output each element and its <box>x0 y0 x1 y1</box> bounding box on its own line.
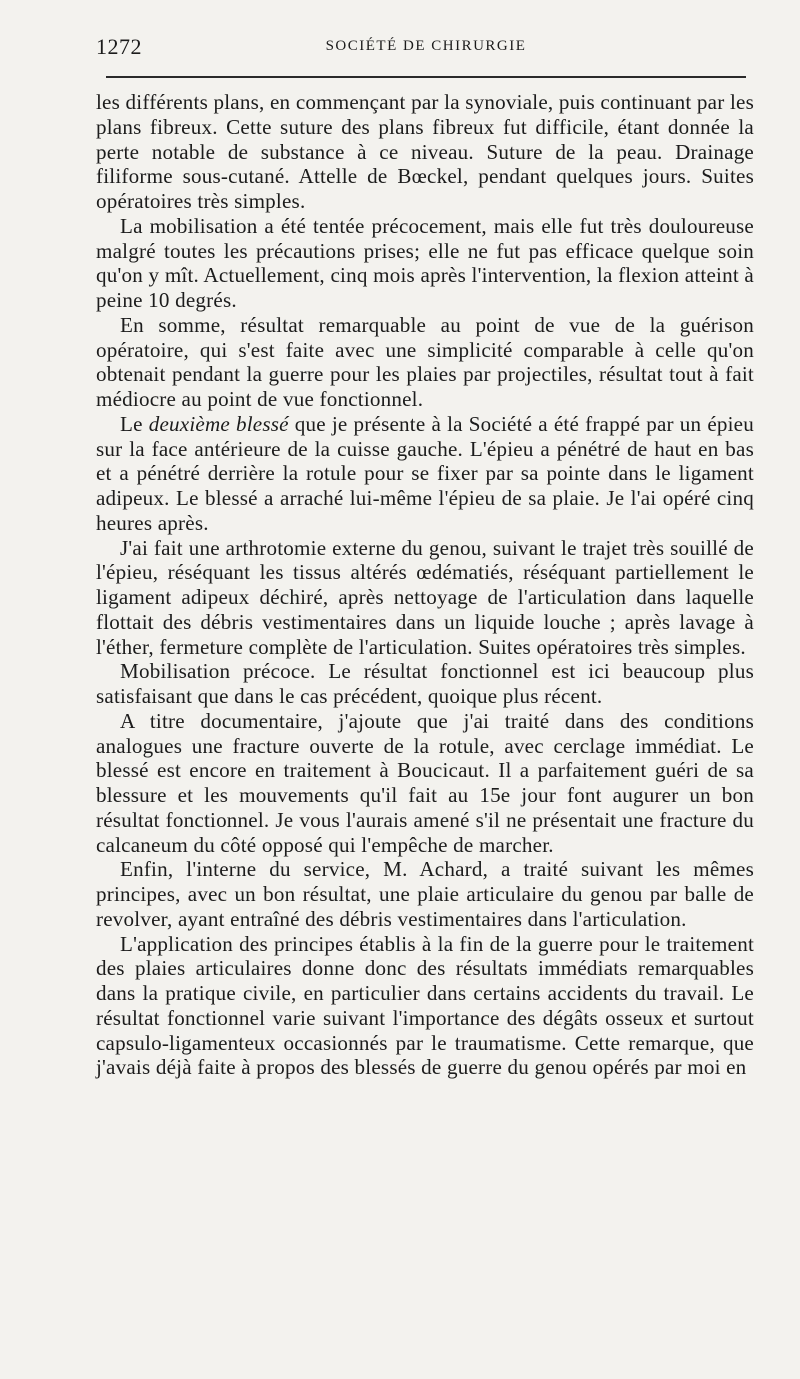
paragraph: L'application des principes établis à la fin de la guerre pour le traitement des plaies articulaires donne donc des résultats immédiats remarquables dans la pratique civile, en particulier dans certains accidents du travail. Le résultat fonctionnel varie suivant l'importance des dégâts osseux et surtout capsulo-ligamenteux occasionnés par le traumatisme. Cette remarque, que j'avais déjà faite à propos des blessés de guerre du genou opérés par moi en <box>96 931 754 1080</box>
header-rule <box>106 76 746 78</box>
paragraph: Enfin, l'interne du service, M. Achard, a traité suivant les mêmes principes, avec un bon résultat, une plaie articulaire du genou par balle de revolver, ayant entraîné des débris vestimentaires dans l'articulation. <box>96 857 754 931</box>
running-title: SOCIÉTÉ DE CHIRURGIE <box>325 38 527 54</box>
paragraph: A titre documentaire, j'ajoute que j'ai traité dans des conditions analogues une fracture ouverte de la rotule, avec cerclage immédiat. Le blessé est encore en traitement à Boucicaut. Il a parfaitement guéri de sa blessure et les mouvements qu'il fait au 15e jour font augurer un bon résultat fonctionnel. Je vous l'aurais amené s'il ne présentait une fracture du calcaneum du côté opposé qui l'empêche de marcher. <box>96 708 754 857</box>
page-header <box>96 34 756 66</box>
paragraph-rest: que je présente à la Société a été frappé par un épieu sur la face antérieure de la cuisse gauche. L'épieu a pénétré de haut en bas et a pénétré derrière la rotule pour se fixer par sa pointe dans le ligament adipeux. Le blessé a arraché lui-même l'épieu de sa plaie. Je l'ai opéré cinq heures après. <box>96 411 754 535</box>
paragraph: les différents plans, en commençant par la synoviale, puis continuant par les plans fibreux. Cette suture des plans fibreux fut difficile, étant donnée la perte notable de substance à ce niveau. Suture de la peau. Drainage filiforme sous-cutané. Attelle de Bœckel, pendant quelques jours. Suites opératoires très simples. <box>96 90 754 213</box>
paragraph-lead: Le <box>120 411 149 436</box>
paragraph: Mobilisation précoce. Le résultat fonctionnel est ici beaucoup plus satisfaisant que dans le cas précédent, quoique plus récent. <box>96 659 754 708</box>
emphasis-text: deuxième blessé <box>148 411 289 436</box>
body-text <box>96 90 754 1080</box>
paragraph: J'ai fait une arthrotomie externe du genou, suivant le trajet très souillé de l'épieu, réséquant les tissus altérés œdématiés, réséquant partiellement le ligament adipeux déchiré, après nettoyage de l'articulation dans laquelle flottait des débris vestimentaires dans un liquide louche ; après lavage à l'éther, fermeture complète de l'articulation. Suites opératoires très simples. <box>96 535 754 659</box>
page-number: 1272 <box>96 34 142 59</box>
paragraph <box>96 412 754 536</box>
paragraph: En somme, résultat remarquable au point de vue de la guérison opératoire, qui s'est faite avec une simplicité comparable à celle qu'on obtenait pendant la guerre pour les plaies par projectiles, résultat tout à fait médiocre au point de vue fonctionnel. <box>96 312 754 411</box>
paragraph: La mobilisation a été tentée précocement, mais elle fut très douloureuse malgré toutes les précautions prises; elle ne fut pas efficace quelque soin qu'on y mît. Actuellement, cinq mois après l'intervention, la flexion atteint à peine 10 degrés. <box>96 213 754 312</box>
